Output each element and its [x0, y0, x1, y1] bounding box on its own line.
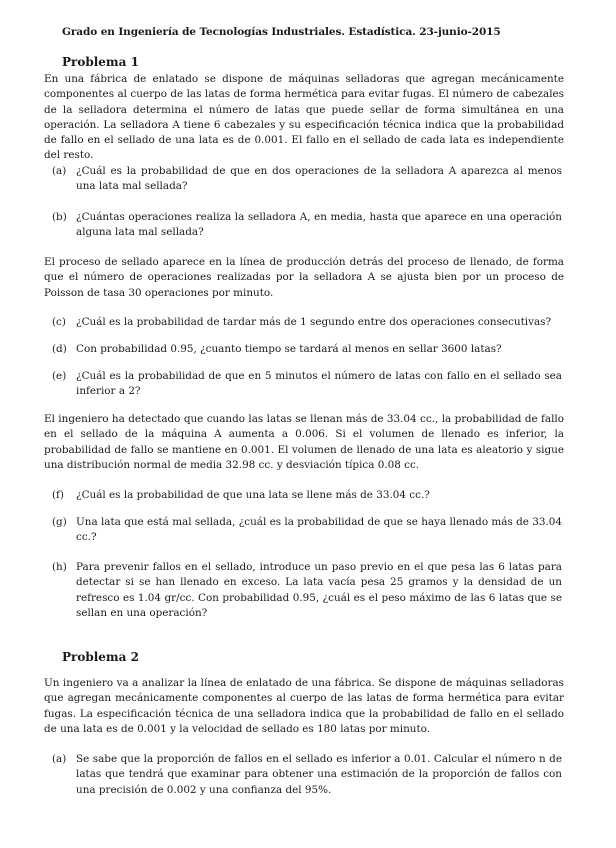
problema-1-title: Problema 1 — [62, 55, 139, 69]
question-1a — [52, 164, 562, 195]
question-label: (g) — [52, 516, 67, 528]
question-label: (c) — [52, 316, 66, 328]
problema-2-intro: Un ingeniero va a analizar la línea de enlatado de una fábrica. Se dispone de máquinas selladoras que agregan mecánicamente componentes al cuerpo de las latas de forma hermética para evitar fugas. La especificación técnica de una selladora indica que la probabilidad de fallo en el sellado de una lata es de 0.001 y la velocidad de sellado es 180 latas por minuto. — [44, 677, 564, 735]
question-2a — [52, 752, 562, 798]
question-text: Una lata que está mal sellada, ¿cuál es la probabilidad de que se haya llenado más de 33.04 cc.? — [76, 516, 562, 544]
question-label: (f) — [52, 489, 64, 501]
question-text: ¿Cuál es la probabilidad de que en 5 minutos el número de latas con fallo en el sellado sea inferior a 2? — [76, 370, 562, 398]
question-1e — [52, 369, 562, 400]
question-label: (b) — [52, 211, 67, 223]
question-text: ¿Cuál es la probabilidad de que en dos operaciones de la selladora A aparezca al menos una lata mal sellada? — [76, 165, 562, 193]
problema-1-intro: En una fábrica de enlatado se dispone de máquinas selladoras que agregan mecánicamente componentes al cuerpo de las latas de forma hermética para evitar fugas. El número de cabezales de la selladora determina el número de latas que puede sellar de forma simultánea en una operación. La selladora A tiene 6 cabezales y su especificación técnica indica que la probabilidad de fallo en el sellado de una lata es de 0.001. El fallo en el sellado de cada lata es independiente del resto. — [44, 73, 564, 162]
question-text: ¿Cuál es la probabilidad de tardar más de 1 segundo entre dos operaciones consecutivas? — [76, 316, 552, 328]
question-text: Para prevenir fallos en el sellado, introduce un paso previo en el que pesa las 6 latas para detectar si se han llenado en exceso. La lata vacía pesa 25 gramos y la densidad de un refresco es 1.04 gr/cc. Con probabilidad 0.95, ¿cuál es el peso máximo de las 6 latas que se sellan en una operación? — [76, 561, 562, 619]
question-label: (d) — [52, 343, 67, 355]
problema-2-title: Problema 2 — [62, 650, 139, 664]
question-1c — [52, 315, 562, 330]
question-1b — [52, 210, 562, 241]
question-1d — [52, 342, 562, 357]
question-text: Se sabe que la proporción de fallos en el sellado es inferior a 0.01. Calcular el número n de latas que tendrá que examinar para obtener una estimación de la proporción de fallos con una precisión de 0.002 y una confianza del 95%. — [76, 753, 562, 796]
question-label: (e) — [52, 370, 67, 382]
question-label: (h) — [52, 561, 67, 573]
problema-1-paragraph-3: El ingeniero ha detectado que cuando las latas se llenan más de 33.04 cc., la probabilidad de fallo en el sellado de la máquina A aumenta a 0.006. Si el volumen de llenado es inferior, la probabilidad de fallo se mantiene en 0.001. El volumen de llenado de una lata es aleatorio y sigue una distribución normal de media 32.98 cc. y desviación típica 0.08 cc. — [44, 413, 564, 471]
question-1g — [52, 515, 562, 546]
exam-header: Grado en Ingeniería de Tecnologías Industriales. Estadística. 23-junio-2015 — [62, 26, 501, 38]
problema-1-paragraph-2: El proceso de sellado aparece en la línea de producción detrás del proceso de llenado, de forma que el número de operaciones realizadas por la selladora A se ajusta bien por un proceso de Poisson de tasa 30 operaciones por minuto. — [44, 256, 564, 299]
question-text: Con probabilidad 0.95, ¿cuanto tiempo se tardará al menos en sellar 3600 latas? — [76, 343, 502, 355]
question-text: ¿Cuál es la probabilidad de que una lata se llene más de 33.04 cc.? — [76, 489, 430, 501]
question-label: (a) — [52, 753, 67, 765]
question-1h — [52, 560, 562, 621]
question-1f — [52, 488, 562, 503]
question-text: ¿Cuántas operaciones realiza la selladora A, en media, hasta que aparece en una operación alguna lata mal sellada? — [76, 211, 562, 239]
question-label: (a) — [52, 165, 67, 177]
